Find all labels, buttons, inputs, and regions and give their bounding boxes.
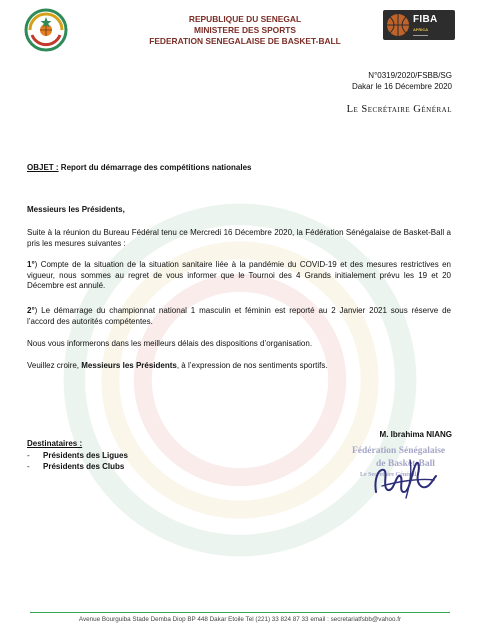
footer-divider: [30, 612, 450, 613]
recipients-list: [27, 451, 128, 472]
sender-title: Le Secrétaire Général: [346, 104, 452, 115]
signer-name: M. Ibrahima NIANG: [379, 430, 452, 439]
recipients-title: Destinataires :: [27, 439, 83, 448]
recipient-label: Présidents des Ligues: [43, 451, 128, 460]
paragraph-intro: Suite à la réunion du Bureau Fédéral tenu ce Mercredi 16 Décembre 2020, la Fédération Sénégalaise de Basket-Ball a pris les mesures suivantes :: [27, 228, 451, 248]
paragraph-point-1: [27, 260, 451, 292]
point-1-text: ) Compte de la situation de la situation sanitaire liée à la pandémie du COVID-19 et des mesures restrictives en vigueur, nous sommes au regret de vous informer que le Tournoi des 4 Grands initialement prévu les 19 et 20 Décembre est annulé.: [27, 260, 451, 290]
salutation: Messieurs les Présidents,: [27, 205, 125, 214]
list-item: [27, 462, 128, 473]
stamp-text-line-2: de Basket-Ball: [376, 459, 435, 469]
paragraph-closing: [27, 361, 451, 372]
subject-line: [27, 163, 451, 174]
reference-number: N°0319/2020/FSBB/SG: [368, 71, 452, 80]
letterhead-line-ministry: MINISTERE DES SPORTS: [194, 25, 296, 35]
letter-date: Dakar le 16 Décembre 2020: [351, 82, 452, 91]
fiba-logo-tagline-icon: ▬▬▬▬▬: [413, 33, 428, 37]
subject-text: Report du démarrage des compétitions nationales: [58, 163, 252, 172]
fsbb-logo-icon: [24, 8, 68, 52]
closing-part-1: Veuillez croire,: [27, 361, 82, 370]
recipient-label: Présidents des Clubs: [43, 461, 125, 471]
fiba-logo: [383, 10, 455, 40]
letterhead-line-republic: REPUBLIQUE DU SENEGAL: [188, 14, 302, 24]
stamp-text-line-3: Le Secrétaire Général: [360, 472, 417, 478]
point-1-number: 1°: [27, 260, 35, 269]
stamp-text-line-1: Fédération Sénégalaise: [352, 446, 446, 456]
signature-icon: [336, 440, 466, 510]
list-dash: -: [27, 451, 30, 460]
closing-addressee: Messieurs les Présidents: [81, 361, 177, 370]
list-dash: -: [27, 461, 30, 471]
fiba-logo-text: FIBA: [413, 14, 438, 25]
paragraph-information: Nous vous informerons dans les meilleurs délais des dispositions d’organisation.: [27, 339, 313, 348]
list-item: [27, 451, 128, 462]
basketball-icon: [386, 13, 410, 37]
subject-label: OBJET :: [27, 163, 59, 172]
paragraph-point-2: [27, 306, 451, 327]
letterhead-line-federation: FEDERATION SENEGALAISE DE BASKET-BALL: [149, 36, 341, 46]
reference-block: [352, 70, 452, 92]
fiba-logo-subtext: AFRICA: [413, 27, 429, 32]
point-2-text: ) Le démarrage du championnat national 1 masculin et féminin est reporté au 2 Janvier 2021 sous réserve de l’accord des autorités compétentes.: [27, 306, 451, 326]
closing-part-2: , à l’expression de nos sentiments sportifs.: [176, 361, 328, 370]
point-2-number: 2°: [27, 306, 35, 315]
letterhead: [130, 14, 360, 47]
footer-address: Avenue Bourguiba Stade Demba Diop BP 448 Dakar Etoile Tel (221) 33 824 87 33 email : secretariatfsbb@vahoo.fr: [78, 616, 402, 623]
